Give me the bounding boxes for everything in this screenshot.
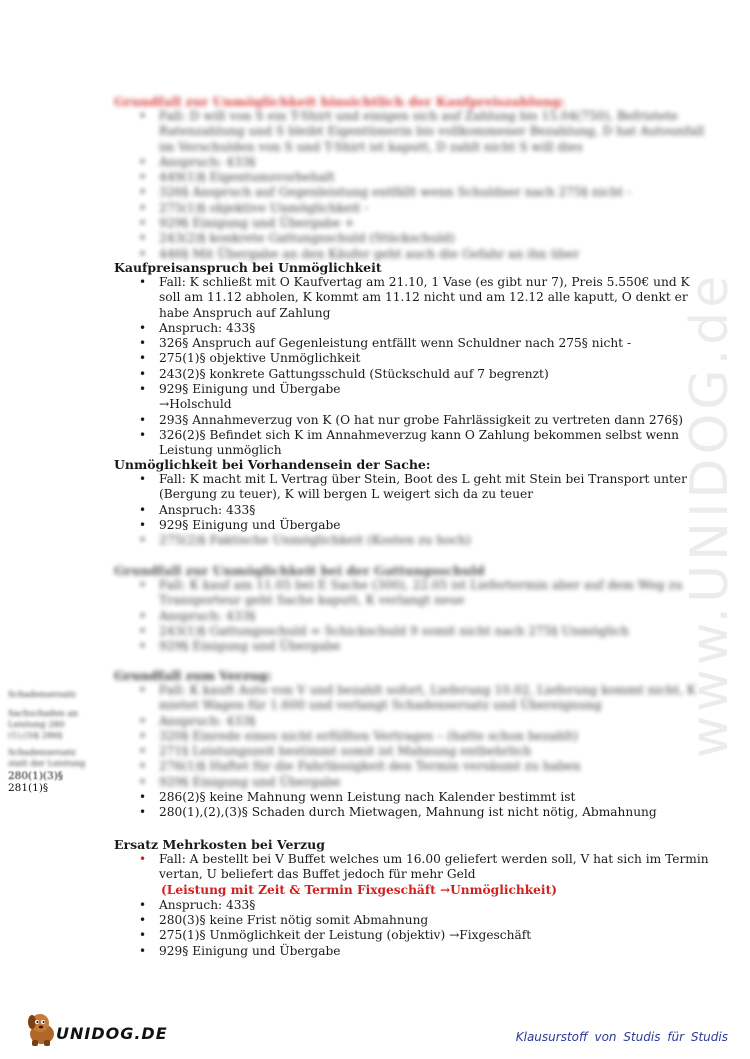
item-list (114, 683, 714, 821)
section-verzug (114, 668, 714, 821)
list-item: • Anspruch: 433§ (159, 714, 714, 729)
list-item-text: 929§ Einigung und Übergabe (159, 382, 341, 397)
list-item: • Fall: K macht mit L Vertrag über Stein, Boot des L geht mit Stein bei Transport unter (Bergung zu teuer), K will bergen L weigert sich da zu teuer (159, 472, 714, 503)
section-heading: Grundfall zum Verzug: (114, 668, 272, 683)
blurred-section-gattungsschuld (114, 563, 714, 654)
unidog-logo[interactable] (22, 1010, 168, 1050)
section-vorhandensein (114, 457, 714, 548)
item-list (114, 109, 714, 262)
section-heading: Kaufpreisanspruch bei Unmöglichkeit (114, 260, 382, 275)
list-item: • 275(1)§ objektive Unmöglichkeit (159, 351, 714, 366)
list-item: • 275(1)§ Unmöglichkeit der Leistung (objektiv) →Fixgeschäft (159, 928, 714, 943)
item-list (114, 275, 714, 459)
list-item: • 243(2)§ konkrete Gattungsschuld (Stückschuld) (159, 231, 714, 246)
list-item: • 276(1)§ Haftet für die Fahrlässigkeit den Termin versäumt zu haben (159, 759, 714, 774)
blurred-section-unmoeglichkeit-kaufpreis (114, 94, 714, 262)
sub-note: →Holschuld (159, 397, 232, 412)
list-item: • Fall: D will von S ein T-Shirt und einigen sich auf Zahlung bis 15.04(750), Befristete Ratenzahlung und S bleibt Eigentümerin bis vollkommener Bezahlung, D hat Autounfall im Verschulden von S und T-Shirt ist kaputt, D zahlt nicht S will dies (159, 109, 714, 155)
list-item: • 929§ Einigung und Übergabe + (159, 216, 714, 231)
section-heading: Grundfall zur Unmöglichkeit hinsichtlich der Kaufpreiszahlung: (114, 94, 566, 109)
margin-note-line: statt der Leistung (8, 759, 86, 769)
watermark-text: www.UNIDOG.de (680, 271, 740, 759)
margin-note-line: 281(1)§ (8, 782, 49, 794)
list-item (159, 382, 714, 413)
emphasis-note: (Leistung mit Zeit & Termin Fixgeschäft →Unmöglichkeit) (161, 882, 557, 897)
list-item: • Anspruch: 433§ (159, 321, 714, 336)
list-item: • 326§ Anspruch auf Gegenleistung entfällt wenn Schuldner nach 275§ nicht - (159, 185, 714, 200)
section-heading: Unmöglichkeit bei Vorhandensein der Sache: (114, 457, 431, 472)
list-item: • Fall: K kauft Auto von V und bezahlt sofort, Lieferung 10.02, Lieferung kommt nicht, K mietet Wagen für 1.600 und verlangt Schadensersatz und Übereignung (159, 683, 714, 714)
logo-text: UNIDOG.DE (56, 1024, 168, 1043)
list-item: • 320§ Einrede eines nicht erfüllten Vertrages – (hatte schon bezahlt) (159, 729, 714, 744)
section-heading: Grundfall zur Unmöglichkeit bei der Gattungsschuld (114, 563, 485, 578)
margin-note-line: Sachschaden an (8, 709, 78, 719)
margin-note-line: Schadensersatz (8, 748, 76, 758)
margin-note-line: 280(1)(3)§ (8, 770, 64, 782)
list-item: • 446§ Mit Übergabe an den Käufer geht auch die Gefahr an ihn über (159, 247, 714, 262)
item-list (114, 852, 714, 959)
list-item: • 326(2)§ Befindet sich K im Annahmeverzug kann O Zahlung bekommen selbst wenn Leistung unmöglich (159, 428, 714, 459)
list-item: • 326§ Anspruch auf Gegenleistung entfällt wenn Schuldner nach 275§ nicht - (159, 336, 714, 351)
list-item: • 929§ Einigung und Übergabe (159, 944, 714, 959)
list-item: • 286(2)§ keine Mahnung wenn Leistung nach Kalender bestimmt ist (159, 790, 714, 805)
list-item: • 280(3)§ keine Frist nötig somit Abmahnung (159, 913, 714, 928)
fall-text: Fall: A bestellt bei V Buffet welches um 16.00 geliefert werden soll, V hat sich im Termin vertan, U beliefert das Buffet jedoch für mehr Geld (159, 852, 709, 882)
list-item: • Anspruch: 433§ (159, 503, 714, 518)
list-item: • 280(1),(2),(3)§ Schaden durch Mietwagen, Mahnung ist nicht nötig, Abmahnung (159, 805, 714, 820)
list-item: • 929§ Einigung und Übergabe (159, 518, 714, 533)
list-item: • Anspruch: 433§ (159, 155, 714, 170)
margin-notes (8, 690, 98, 794)
list-item: • 271§ Leistungszeit bestimmt somit ist Mahnung entbehrlich (159, 744, 714, 759)
margin-note-line: Schadensersatz (8, 690, 76, 700)
list-item: • 929§ Einigung und Übergabe (159, 775, 714, 790)
section-kaufpreisanspruch (114, 260, 714, 459)
margin-note-line: (1),(3)§ 286§ (8, 731, 63, 741)
list-item: • 929§ Einigung und Übergabe (159, 639, 714, 654)
list-item: • 275(1)§ objektive Unmöglichkeit - (159, 201, 714, 216)
list-item: • 243(1)§ Gattungsschuld = Schickschuld 9 somit nicht nach 275§ Unmöglich (159, 624, 714, 639)
list-item: • Anspruch: 433§ (159, 609, 714, 624)
list-item: • Fall: K kauf am 11.05 bei E Sache (300), 22.05 ist Liefertermin aber auf dem Weg zu Transporteur geht Sache kaputt, K verlangt neue (159, 578, 714, 609)
margin-note-line: Leistung 280 (8, 720, 65, 730)
list-item: • 243(2)§ konkrete Gattungsschuld (Stückschuld auf 7 begrenzt) (159, 367, 714, 382)
list-item: • 293§ Annahmeverzug von K (O hat nur grobe Fahrlässigkeit zu vertreten dann 276§) (159, 413, 714, 428)
list-item: • Anspruch: 433§ (159, 898, 714, 913)
item-list (114, 578, 714, 654)
list-item (159, 852, 714, 898)
footer-tagline: Klausurstoff von Studis für Studis (515, 1030, 728, 1044)
list-item: • 449(1)§ Eigentumsvorbehalt (159, 170, 714, 185)
item-list (114, 472, 714, 548)
list-item: • Fall: K schließt mit O Kaufvertag am 21.10, 1 Vase (es gibt nur 7), Preis 5.550€ und K soll am 11.12 abholen, K kommt am 11.12 nicht und am 12.12 alle kaputt, O denkt er habe Anspruch auf Zahlung (159, 275, 714, 321)
section-ersatz-mehrkosten (114, 837, 714, 959)
list-item: • 275(2)§ Faktische Unmöglichkeit (Kosten zu hoch) (159, 533, 714, 548)
section-heading: Ersatz Mehrkosten bei Verzug (114, 837, 325, 852)
